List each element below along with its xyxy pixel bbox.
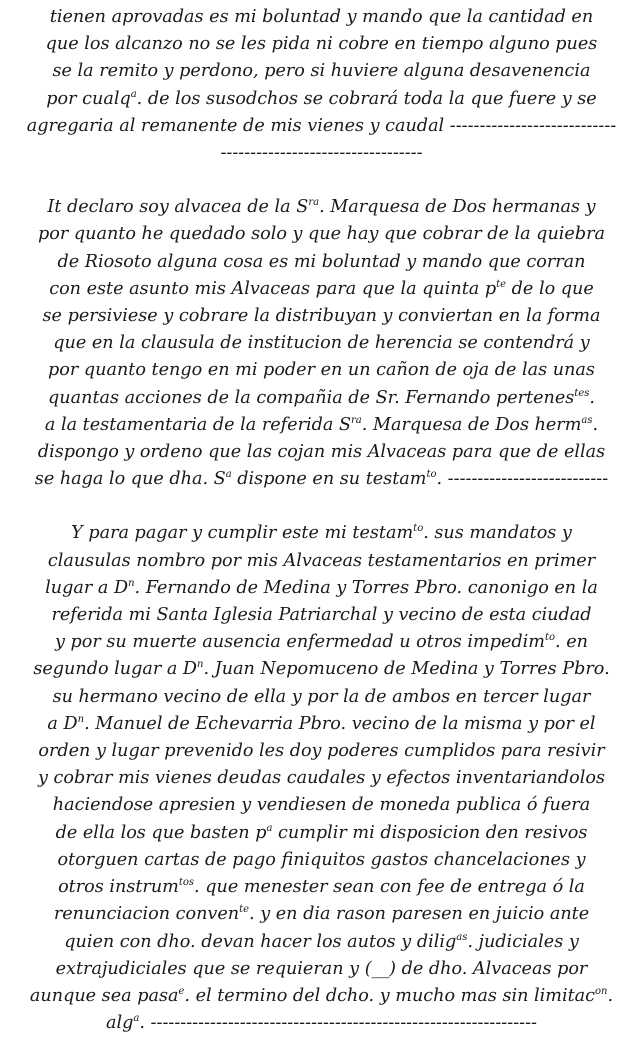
text-line: a $D^n$. Manuel de Echevarria Pbro. vecino de la misma y por el <box>47 713 596 734</box>
text-line: de ella los que basten $p^a$ cumplir mi disposicion den resivos <box>55 822 588 843</box>
text-line: se la remito y perdono, pero si huviere alguna desavenencia <box>52 61 591 82</box>
superscript-abbrev: to <box>426 469 437 481</box>
text-line: It declaro soy alvacea de la $S^{ra}$. Marquesa de Dos hermanas y <box>47 197 596 218</box>
text-line: clausulas nombro por mis Alvaceas testamentarios en primer <box>47 550 596 571</box>
text-line: y cobrar mis vienes deudas caudales y efectos inventariandolos <box>37 768 606 789</box>
text-line: y por su muerte ausencia enfermedad u otros impedim$^{to}$. en <box>55 632 588 653</box>
text-line: ---------------------------------- <box>220 143 423 164</box>
paragraph <box>0 520 643 1037</box>
superscript-abbrev: a <box>266 822 273 834</box>
text-line: quien con dho. devan hacer los autos y dilig$^{as}$. judiciales y <box>64 931 579 952</box>
text-line: aunque sea pasa$^e$. el termino del dcho. y mucho mas sin limitac$^{on}$. <box>29 985 614 1006</box>
text-line: se haga lo que dha. $S^a$ dispone en su testam$^{to}$. --------------------------- <box>34 469 609 490</box>
text-line: se persiviese y cobrare la distribuyan y conviertan en la forma <box>42 306 601 327</box>
paragraph-gap <box>0 493 643 520</box>
superscript-abbrev: n <box>128 577 135 589</box>
paragraph-gap <box>0 167 643 194</box>
text-line: otros instrum$^{tos}$. que menester sean con fee de entrega ó la <box>58 877 585 898</box>
superscript-abbrev: a <box>225 469 232 481</box>
text-line: por quanto tengo en mi poder en un cañon de oja de las unas <box>48 360 595 381</box>
text-line: extrajudiciales que se requieran y (__) de dho. Alvaceas por <box>55 958 588 979</box>
text-line: su hermano vecino de ella y por la de ambos en tercer lugar <box>52 686 591 707</box>
superscript-abbrev: as <box>581 414 593 426</box>
transcription-body <box>0 4 643 1037</box>
superscript-abbrev: te <box>239 904 250 916</box>
text-line: orden y lugar prevenido les doy poderes cumplidos para resivir <box>38 741 605 762</box>
text-line: por quanto he quedado solo y que hay que cobrar de la quiebra <box>38 224 605 245</box>
text-line: de Riosoto alguna cosa es mi boluntad y mando que corran <box>57 251 586 272</box>
superscript-abbrev: to <box>544 632 556 644</box>
superscript-abbrev: e <box>178 985 185 997</box>
text-line: lugar a $D^n$. Fernando de Medina y Torres Pbro. canonigo en la <box>45 577 598 598</box>
text-line: Y para pagar y cumplir este mi testam$^{to}$. sus mandatos y <box>71 523 572 544</box>
text-line: haciendose apresien y vendiesen de moneda publica ó fuera <box>52 795 591 816</box>
text-line: segundo lugar a $D^n$. Juan Nepomuceno de Medina y Torres Pbro. <box>33 659 610 680</box>
text-line: que en la clausula de institucion de herencia se contendrá y <box>53 333 590 354</box>
superscript-abbrev: tes <box>574 387 590 399</box>
superscript-abbrev: n <box>197 659 204 671</box>
superscript-abbrev: te <box>496 278 507 290</box>
superscript-abbrev: n <box>77 713 85 725</box>
text-line: otorguen cartas de pago finiquitos gastos chancelaciones y <box>57 849 586 870</box>
text-line: quantas acciones de la compañia de Sr. Fernando pertenes$^{tes}$. <box>48 387 595 408</box>
text-line: tienen aprovadas es mi boluntad y mando que la cantidad en <box>49 7 594 27</box>
text-line: agregaria al remanente de mis vienes y caudal ---------------------------- <box>26 115 617 136</box>
text-line: alg$^a$. ----------------------------------------------------------------- <box>106 1013 537 1034</box>
text-line: que los alcanzo no se les pida ni cobre en tiempo alguno pues <box>45 34 598 55</box>
superscript-abbrev: to <box>413 523 424 535</box>
superscript-abbrev: tos <box>178 877 195 889</box>
text-line: dispongo y ordeno que las cojan mis Alvaceas para que de ellas <box>37 442 606 463</box>
text-line: referida mi Santa Iglesia Patriarchal y vecino de esta ciudad <box>51 605 592 626</box>
superscript-abbrev: ra <box>351 414 362 426</box>
text-line: por cualq$^a$. de los susodchos se cobrará toda la que fuere y se <box>46 88 597 109</box>
superscript-abbrev: on <box>595 985 608 997</box>
superscript-abbrev: a <box>133 1013 140 1025</box>
text-line: renunciacion conven$^{te}$. y en dia rason paresen en juicio ante <box>53 904 590 925</box>
superscript-abbrev: as <box>456 931 468 943</box>
paragraph <box>0 194 643 493</box>
superscript-abbrev: a <box>130 88 137 100</box>
text-line: con este asunto mis Alvaceas para que la quinta $p^{te}$ de lo que <box>49 278 594 299</box>
superscript-abbrev: ra <box>308 197 320 209</box>
paragraph <box>0 4 643 167</box>
text-line: a la testamentaria de la referida $S^{ra}$. Marquesa de Dos herm$^{as}$. <box>44 414 599 435</box>
